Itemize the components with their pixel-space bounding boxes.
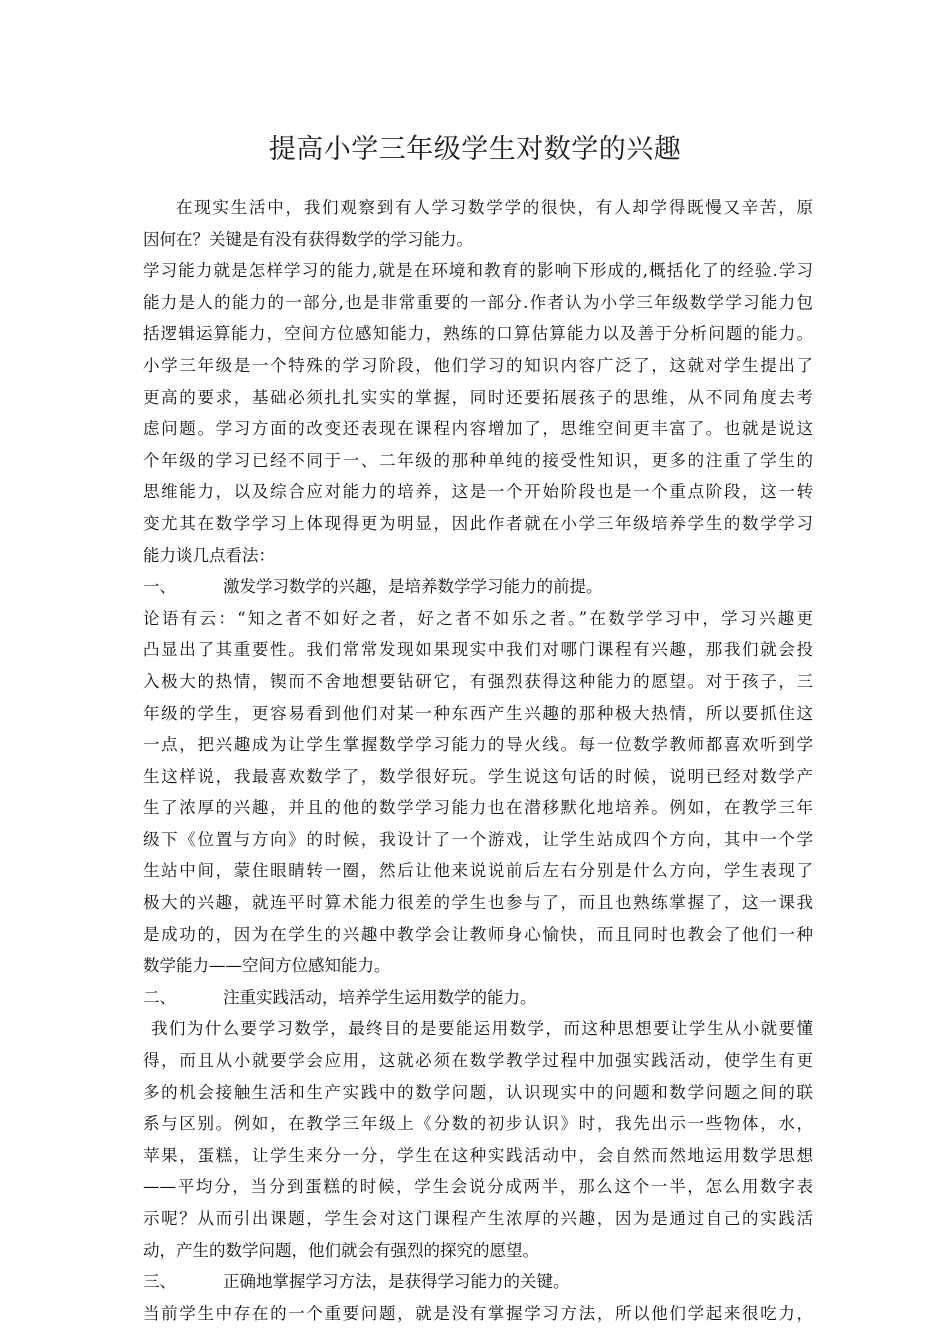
- paragraph-line: 苹果，蛋糕，让学生来分一分，学生在这种实践活动中，会自然而然地运用数学思想: [143, 1145, 813, 1165]
- section-number: 一、: [143, 577, 176, 597]
- paragraph-line: 入极大的热情，锲而不舍地想要钻研它，有强烈获得这种能力的愿望。对于孩子，三: [143, 671, 813, 691]
- paragraph-line: 是成功的，因为在学生的兴趣中教学会让教师身心愉快，而且同时也教会了他们一种: [143, 924, 813, 944]
- paragraph-line: 变尤其在数学学习上体现得更为明显，因此作者就在小学三年级培养学生的数学学习: [143, 513, 813, 533]
- paragraph-line: 当前学生中存在的一个重要问题，就是没有掌握学习方法，所以他们学起来很吃力，: [143, 1303, 813, 1323]
- paragraph-line: 得，而且从小就要学会应用，这就必须在数学教学过程中加强实践活动，使学生有更: [143, 1051, 813, 1071]
- paragraph-line: 虑问题。学习方面的改变还表现在课程内容增加了，思维空间更丰富了。也就是说这: [143, 419, 813, 439]
- paragraph-line: 括逻辑运算能力，空间方位感知能力，熟练的口算估算能力以及善于分析问题的能力。: [143, 324, 813, 344]
- section-heading: [143, 571, 813, 603]
- section-heading-text: 正确地掌握学习方法，是获得学习能力的关键。: [223, 1272, 570, 1292]
- paragraph-line: 示呢？从而引出课题，学生会对这门课程产生浓厚的兴趣，因为是通过自己的实践活: [143, 1209, 813, 1228]
- paragraph-line: 能力谈几点看法：: [143, 545, 275, 565]
- paragraph-line: 小学三年级是一个特殊的学习阶段，他们学习的知识内容广泛了，这就对学生提出了: [143, 355, 813, 375]
- paragraph-line: 多的机会接触生活和生产实践中的数学问题，认识现实中的问题和数学问题之间的联: [143, 1082, 813, 1102]
- paragraph-line: 生站中间，蒙住眼睛转一圈，然后让他来说说前后左右分别是什么方向，学生表现了: [143, 861, 813, 881]
- paragraph-line: ——平均分，当分到蛋糕的时候，学生会说分成两半，那么这个一半，怎么用数字表: [143, 1177, 813, 1197]
- paragraph-line: 我们为什么要学习数学，最终目的是要能运用数学，而这种思想要让学生从小就要懂: [151, 1019, 813, 1039]
- paragraph-line: 生了浓厚的兴趣，并且的他的数学学习能力也在潜移默化地培养。例如，在教学三年: [143, 798, 813, 818]
- paragraph-line: 论语有云：“知之者不如好之者，好之者不如乐之者。”在数学学习中，学习兴趣更: [143, 608, 813, 628]
- paragraph-line: 思维能力，以及综合应对能力的培养，这是一个开始阶段也是一个重点阶段，这一转: [143, 482, 813, 502]
- document-title: 提高小学三年级学生对数学的兴趣: [268, 134, 682, 165]
- paragraph-line: 学习能力就是怎样学习的能力,就是在环境和教育的影响下形成的,概括化了的经验.学习: [143, 261, 813, 281]
- paragraph-line: 个年级的学习已经不同于一、二年级的那种单纯的接受性知识，更多的注重了学生的: [143, 450, 813, 470]
- paragraph-line: 因何在？关键是有没有获得数学的学习能力。: [143, 229, 473, 249]
- section-number: 三、: [143, 1272, 176, 1292]
- paragraph-line: 级下《位置与方向》的时候，我设计了一个游戏，让学生站成四个方向，其中一个学: [143, 829, 813, 849]
- paragraph-line: 一点，把兴趣成为让学生掌握数学学习能力的导火线。每一位数学教师都喜欢听到学: [143, 735, 813, 755]
- paragraph-line: 年级的学生，更容易看到他们对某一种东西产生兴趣的那种极大热情，所以要抓住这: [143, 703, 813, 723]
- section-heading: [143, 982, 813, 1014]
- paragraph-line: 动，产生的数学问题，他们就会有强烈的探究的愿望。: [143, 1240, 539, 1260]
- paragraph-line: 极大的兴趣，就连平时算术能力很差的学生也参与了，而且也熟练掌握了，这一课我: [143, 893, 813, 913]
- paragraph-line: 在现实生活中，我们观察到有人学习数学学的很快，有人却学得既慢又辛苦，原: [176, 198, 813, 217]
- paragraph-line: 数学能力——空间方位感知能力。: [143, 956, 391, 976]
- section-heading-text: 激发学习数学的兴趣，是培养数学学习能力的前提。: [223, 577, 603, 597]
- paragraph-line: 更高的要求，基础必须扎扎实实的掌握，同时还要拓展孩子的思维，从不同角度去考: [143, 387, 813, 407]
- paragraph-line: 凸显出了其重要性。我们常常发现如果现实中我们对哪门课程有兴趣，那我们就会投: [143, 640, 813, 660]
- paragraph-line: 系与区别。例如，在教学三年级上《分数的初步认识》时，我先出示一些物体，水，: [143, 1114, 813, 1134]
- section-number: 二、: [143, 987, 176, 1007]
- paragraph-line: 生这样说，我最喜欢数学了，数学很好玩。学生说这句话的时候，说明已经对数学产: [143, 766, 813, 786]
- section-heading-text: 注重实践活动，培养学生运用数学的能力。: [223, 987, 537, 1007]
- section-heading: [143, 1266, 813, 1298]
- document-body: [143, 192, 813, 1329]
- paragraph-line: 能力是人的能力的一部分,也是非常重要的一部分.作者认为小学三年级数学学习能力包: [143, 292, 813, 312]
